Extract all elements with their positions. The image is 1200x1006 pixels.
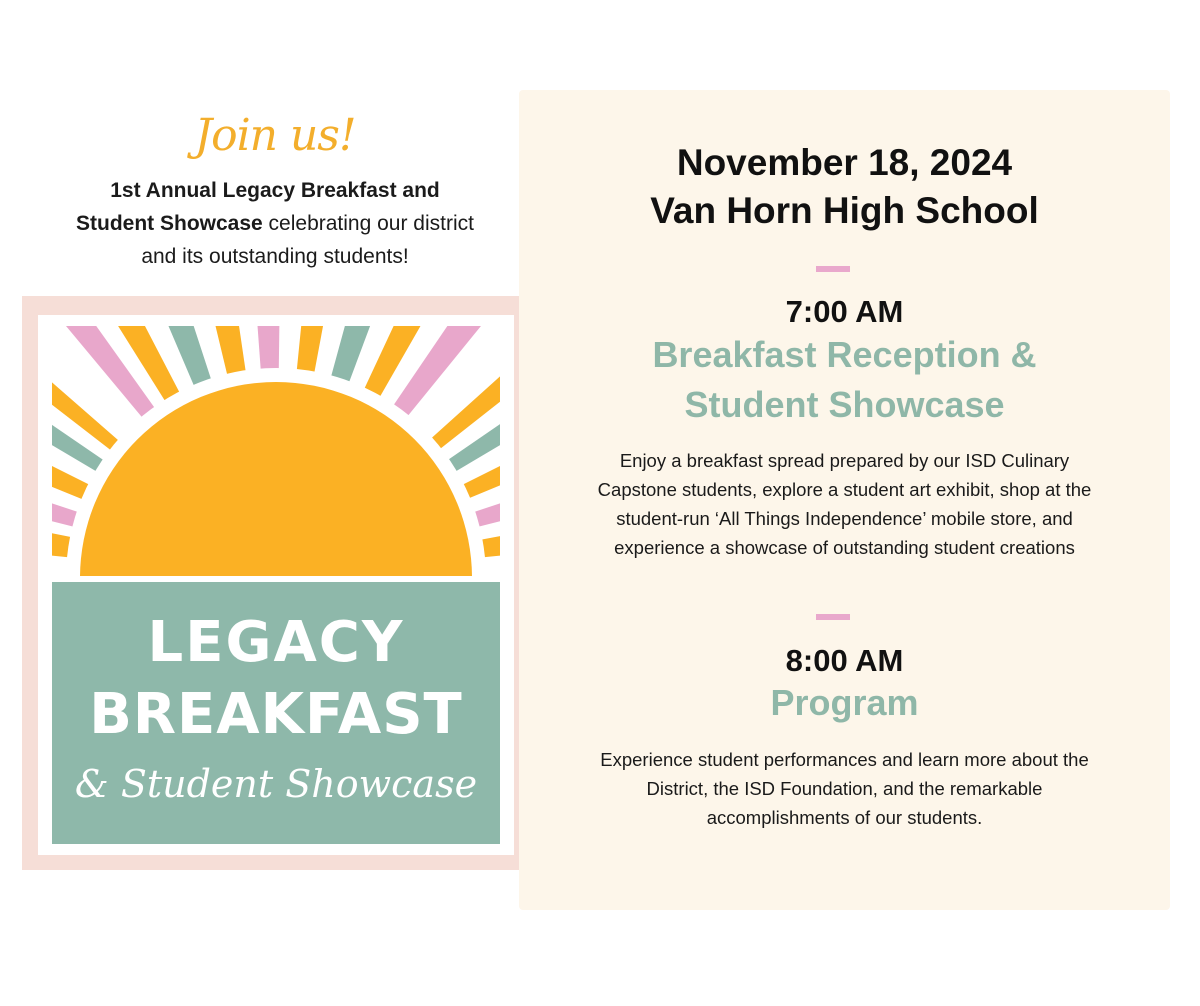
sun-rays — [52, 326, 500, 578]
session-description: Enjoy a breakfast spread prepared by our ISD Culinary Capstone students, explore a student art exhibit, shop at the student-run ‘All Things Independence’ mobile store, and experience a showcase of outstanding student creations — [597, 450, 1092, 558]
intro-bold-line-2: Student Showcase — [76, 212, 263, 235]
logo-title-band — [52, 582, 500, 844]
logo-title-line-1: LEGACY — [147, 610, 405, 675]
event-details-card — [519, 90, 1170, 910]
session-title-line-1: Breakfast Reception & — [652, 334, 1037, 375]
intro-text — [60, 174, 490, 273]
session-title — [519, 330, 1170, 430]
event-venue: Van Horn High School — [650, 190, 1039, 231]
sunrise-logo-art — [52, 326, 500, 578]
logo-title-line-2: BREAKFAST — [89, 682, 463, 747]
intro-rest-text: celebrating our district and its outstanding students! — [141, 212, 474, 268]
join-us-heading: Join us! — [194, 110, 356, 161]
session-time: 7:00 AM — [785, 294, 904, 329]
session-time: 8:00 AM — [785, 643, 904, 678]
logo-subtitle: & Student Showcase — [74, 762, 478, 806]
session-title-line-2: Student Showcase — [684, 384, 1005, 425]
divider — [816, 614, 850, 620]
intro-bold-line-1: 1st Annual Legacy Breakfast and — [110, 179, 440, 202]
event-date: November 18, 2024 — [676, 142, 1013, 183]
session-description: Experience student performances and learn more about the District, the ISD Foundation, and the remarkable accomplishments of our students. — [600, 749, 1089, 828]
session-title: Program — [770, 682, 919, 723]
divider — [816, 266, 850, 272]
